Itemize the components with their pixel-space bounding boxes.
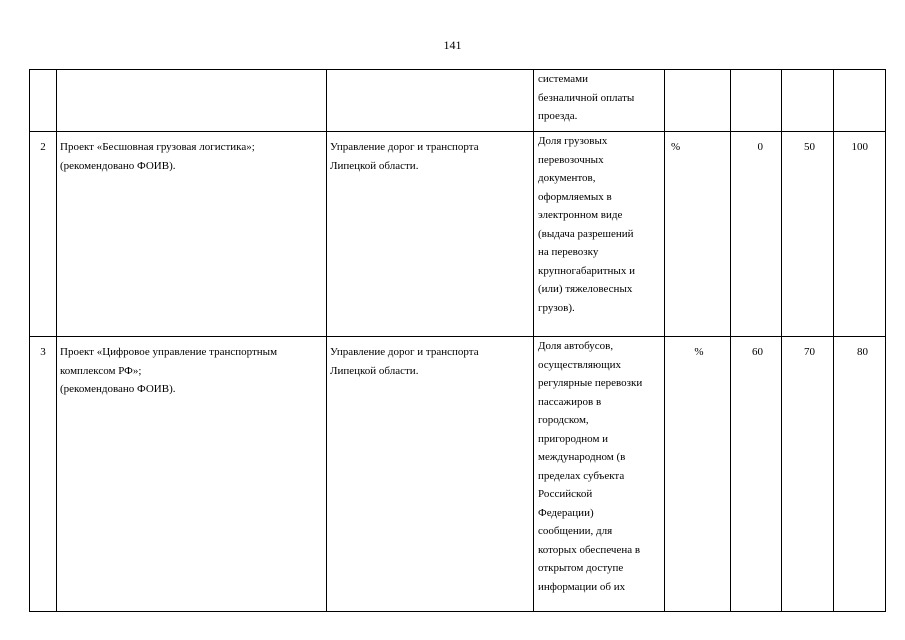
responsible-line: Липецкой области.	[330, 159, 419, 172]
indicator-line: международном (в	[538, 451, 626, 463]
indicator-line: информации об их	[538, 580, 626, 593]
indicator-line: пригородном и	[538, 432, 609, 445]
indicator-line: системами	[538, 73, 588, 85]
cell-value	[834, 70, 886, 132]
cell-unit: %	[665, 132, 731, 337]
cell-value: 50	[782, 132, 834, 337]
responsible-line: Управление дорог и транспорта	[330, 346, 479, 358]
indicators-table	[29, 69, 886, 612]
table-row	[30, 132, 886, 337]
indicator-line: оформляемых в	[538, 190, 612, 203]
cell-value: 60	[731, 337, 782, 612]
responsible-line: Липецкой области.	[330, 364, 419, 377]
indicator-line: перевозочных	[538, 153, 604, 166]
indicator-line: осуществляющих	[538, 358, 621, 371]
indicator-line: Доля грузовых	[538, 135, 608, 147]
indicator-line: Доля автобусов,	[538, 340, 614, 352]
indicator-line: на перевозку	[538, 246, 599, 258]
row-number: 3	[30, 337, 57, 612]
project-line: Проект «Цифровое управление транспортным	[60, 346, 278, 358]
cell-project	[57, 132, 327, 337]
indicator-line: городском,	[538, 414, 589, 426]
indicator-line: пределах субъекта	[538, 469, 625, 482]
indicator-line: Российской	[538, 488, 593, 500]
cell-value: 70	[782, 337, 834, 612]
page-number: 141	[443, 38, 462, 52]
indicator-line: Федерации)	[538, 506, 594, 519]
cell-value: 80	[834, 337, 886, 612]
cell-indicator	[534, 132, 665, 337]
project-line: (рекомендовано ФОИВ).	[60, 159, 176, 172]
indicator-line: (выдача разрешений	[538, 227, 634, 240]
cell-value	[782, 70, 834, 132]
indicator-line: безналичной оплаты	[538, 91, 635, 104]
project-line: (рекомендовано ФОИВ).	[60, 383, 176, 395]
table-row-continuation	[30, 70, 886, 132]
indicator-line: грузов).	[538, 301, 575, 314]
row-number: 2	[30, 132, 57, 337]
indicator-line: (или) тяжеловесных	[538, 283, 633, 295]
cell-indicator	[534, 70, 665, 132]
indicator-line: проезда.	[538, 110, 578, 122]
indicator-line: которых обеспечена в	[538, 543, 641, 556]
cell-responsible	[327, 70, 534, 132]
indicator-line: документов,	[538, 172, 596, 184]
indicator-line: регулярные перевозки	[538, 377, 643, 389]
indicator-line: пассажиров в	[538, 395, 602, 408]
cell-responsible	[327, 132, 534, 337]
indicator-line: электронном виде	[538, 209, 623, 221]
cell-value: 0	[731, 132, 782, 337]
cell-responsible	[327, 337, 534, 612]
cell-num	[30, 70, 57, 132]
cell-unit	[665, 70, 731, 132]
cell-value	[731, 70, 782, 132]
cell-indicator	[534, 337, 665, 612]
cell-project	[57, 337, 327, 612]
cell-project	[57, 70, 327, 132]
table-row	[30, 337, 886, 612]
indicator-line: сообщении, для	[538, 525, 613, 537]
project-line: Проект «Бесшовная грузовая логистика»;	[60, 141, 255, 153]
project-line: комплексом РФ»;	[60, 364, 142, 377]
responsible-line: Управление дорог и транспорта	[330, 141, 479, 153]
indicator-line: открытом доступе	[538, 562, 624, 574]
cell-value: 100	[834, 132, 886, 337]
indicator-line: крупногабаритных и	[538, 264, 635, 277]
cell-unit: %	[665, 337, 731, 612]
